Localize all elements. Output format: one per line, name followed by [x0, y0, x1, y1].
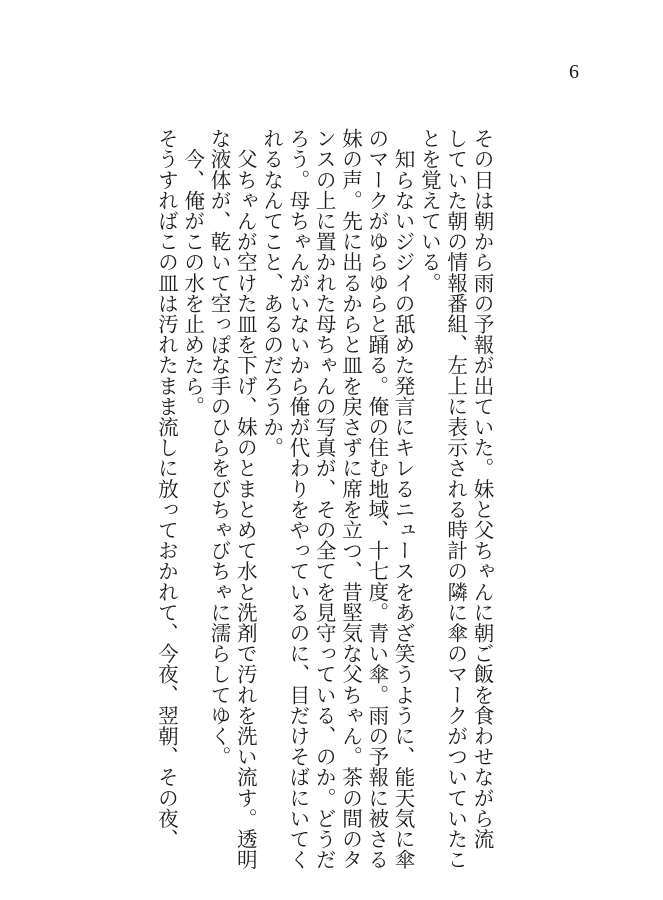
text-line: 知らないジジイの舐めた発言にキレるニュースをあざ笑うように、能天気に傘	[391, 128, 416, 870]
text-line: そうすればこの皿は汚れたまま流しに放っておかれて、今夜、翌朝、その夜、	[154, 128, 179, 849]
text-line: 今、俺がこの水を止めたら。	[180, 128, 205, 417]
text-line: とを覚えている。	[417, 128, 442, 293]
vertical-body-text	[153, 128, 495, 870]
text-line: ンスの上に置かれた母ちゃんの写真が、その全てを見守っている、のか。どうだ	[312, 128, 337, 870]
text-line: な液体が、乾いて空っぽな手のひらをびちゃびちゃに濡らしてゆく。	[207, 128, 232, 767]
text-line: ろう。母ちゃんがいないから俺が代わりをやっているのに、目だけそばにいてく	[285, 128, 310, 870]
text-line: 父ちゃんが空けた皿を下げ、妹のとまとめて水と洗剤で汚れを洗い流す。透明	[233, 128, 258, 870]
text-line: その日は朝から雨の予報が出ていた。妹と父ちゃんに朝ご飯を食わせながら流	[470, 128, 494, 849]
page-number: 6	[569, 61, 579, 83]
text-line: 妹の声。先に出るからと皿を戻さずに席を立つ、昔堅気な父ちゃん。茶の間のタ	[338, 128, 363, 870]
text-line: のマークがゆらゆらと踊る。俺の住む地域、十七度。青い傘。雨の予報に被さる	[364, 128, 389, 870]
text-line: していた朝の情報番組、左上に表示される時計の隣に傘のマークがついていたこ	[443, 128, 468, 870]
text-line: れるなんてこと、あるのだろうか。	[259, 128, 284, 458]
